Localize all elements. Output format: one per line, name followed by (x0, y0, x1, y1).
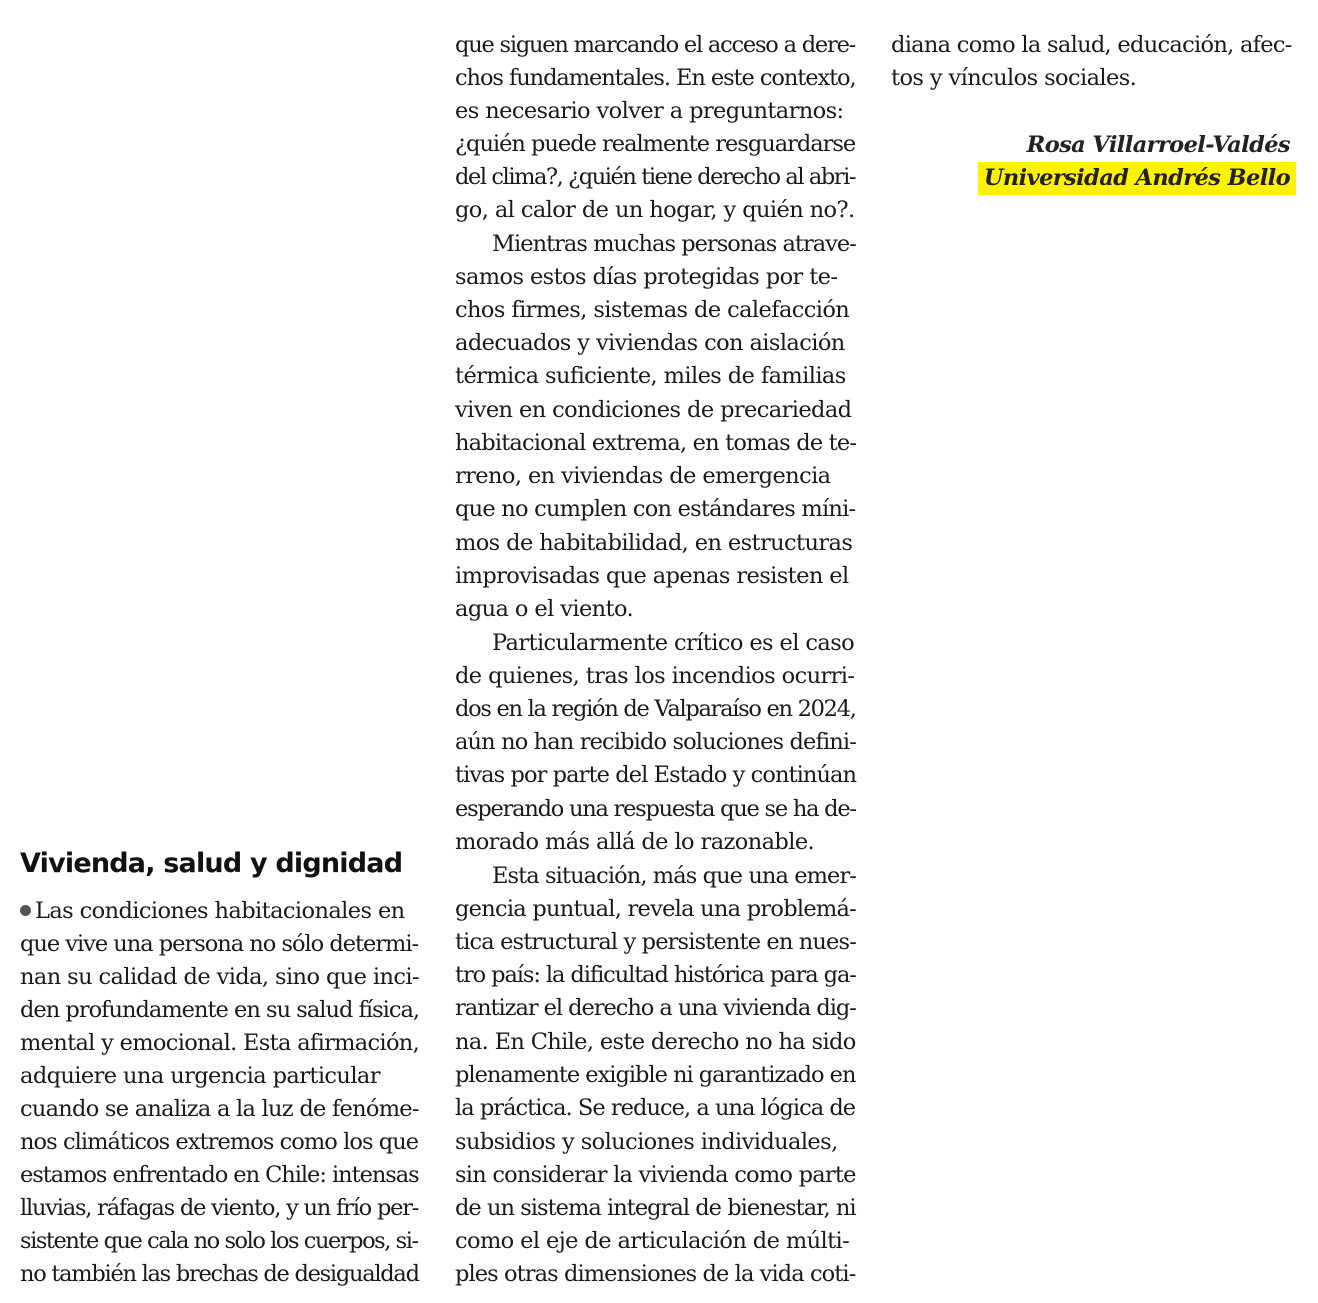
text-line: de un sistema integral de bienestar, ni (455, 1195, 856, 1221)
text-line: cuando se analiza a la luz de fenóme- (20, 1096, 419, 1122)
text-line: na. En Chile, este derecho no ha sido (455, 1029, 856, 1055)
text-line: rreno, en viviendas de emergencia (455, 463, 831, 489)
text-line: no también las brechas de desigualdad (20, 1261, 419, 1287)
article-title: Vivienda, salud y dignidad (20, 848, 403, 880)
text-line: mental y emocional. Esta afirmación, (20, 1030, 420, 1056)
text-line: plenamente exigible ni garantizado en (455, 1062, 856, 1088)
text-line: que siguen marcando el acceso a dere- (455, 32, 856, 58)
text-line: tivas por parte del Estado y continúan (455, 762, 857, 788)
text-line: subsidios y soluciones individuales, (455, 1129, 838, 1155)
text-line: del clima?, ¿quién tiene derecho al abri- (455, 164, 856, 190)
text-line: como el eje de articulación de múlti- (455, 1228, 850, 1254)
text-line: nos climáticos extremos como los que (20, 1129, 419, 1155)
text-line: tro país: la dificultad histórica para ga- (455, 962, 856, 988)
text-line: samos estos días protegidas por te- (455, 264, 838, 290)
text-line: de quienes, tras los incendios ocurri- (455, 663, 855, 689)
text-line: habitacional extrema, en tomas de te- (455, 430, 857, 456)
text-line: adquiere una urgencia particular (20, 1063, 380, 1089)
text-line: esperando una respuesta que se ha de- (455, 796, 856, 822)
text-line: térmica suficiente, miles de familias (455, 363, 846, 389)
text-line: tos y vínculos sociales. (891, 65, 1137, 91)
text-line: tica estructural y persistente en nues- (455, 929, 856, 955)
text-line: chos fundamentales. En este contexto, (455, 65, 856, 91)
text-line: adecuados y viviendas con aislación (455, 330, 845, 356)
author-name: Rosa Villarroel-Valdés (1026, 132, 1290, 158)
text-line: es necesario volver a preguntarnos: (455, 98, 844, 124)
text-line: improvisadas que apenas resisten el (455, 563, 849, 589)
text-line: dos en la región de Valparaíso en 2024, (455, 696, 856, 722)
text-line: Las condiciones habitacionales en (20, 895, 419, 928)
text-line: Mientras muchas personas atrave- (492, 231, 856, 257)
text-line: aún no han recibido soluciones defini- (455, 729, 856, 755)
text-line: mos de habitabilidad, en estructuras (455, 530, 853, 556)
text-line: que no cumplen con estándares míni- (455, 496, 856, 522)
text-line: lluvias, ráfagas de viento, y un frío per- (20, 1195, 419, 1221)
text-line: nan su calidad de vida, sino que inci- (20, 964, 419, 990)
text-line: estamos enfrentado en Chile: intensas (20, 1162, 419, 1188)
text-line: sistente que cala no solo los cuerpos, si- (20, 1228, 418, 1254)
text-line: den profundamente en su salud física, (20, 997, 420, 1023)
text-line: viven en condiciones de precariedad (455, 397, 852, 423)
text-line: gencia puntual, revela una problemá- (455, 896, 857, 922)
text-line: sin considerar la vivienda como parte (455, 1162, 856, 1188)
text-line: agua o el viento. (455, 596, 634, 622)
text-line: ¿quién puede realmente resguardarse (455, 131, 856, 157)
text-line: ples otras dimensiones de la vida coti- (455, 1261, 856, 1287)
text-line: que vive una persona no sólo determi- (20, 931, 419, 957)
bullet-icon (20, 905, 31, 916)
text-line: Esta situación, más que una emer- (492, 863, 856, 889)
text-line: chos firmes, sistemas de calefacción (455, 297, 850, 323)
text-line: Particularmente crítico es el caso (492, 630, 855, 656)
text-line: diana como la salud, educación, afec- (891, 32, 1292, 58)
text-line: la práctica. Se reduce, a una lógica de (455, 1095, 856, 1121)
text-line: morado más allá de lo razonable. (455, 829, 815, 855)
author-affiliation: Universidad Andrés Bello (978, 162, 1296, 195)
text-line: rantizar el derecho a una vivienda dig- (455, 995, 856, 1021)
text-line: go, al calor de un hogar, y quién no?. (455, 197, 855, 223)
